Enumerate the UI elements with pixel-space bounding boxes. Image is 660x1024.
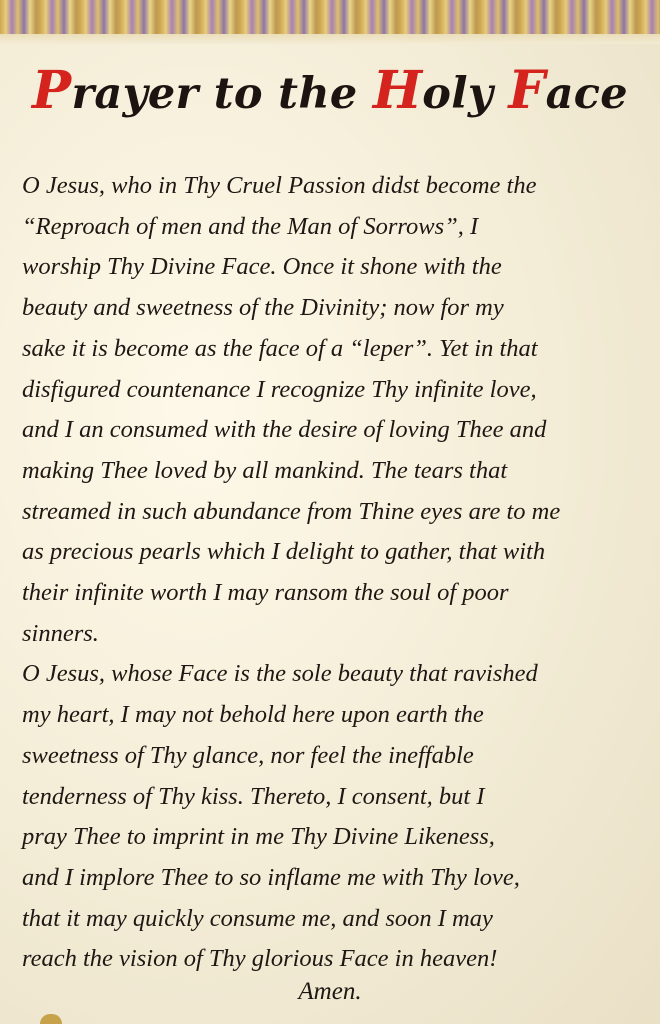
prayer-line: worship Thy Divine Face. Once it shone with the xyxy=(22,253,502,281)
prayer-line: and I an consumed with the desire of loving Thee and xyxy=(22,416,547,444)
prayer-line: sweetness of Thy glance, nor feel the ineffable xyxy=(22,741,474,769)
prayer-line: their infinite worth I may ransom the soul of poor xyxy=(22,579,509,607)
title-segment: ace xyxy=(545,69,628,119)
prayer-line: that it may quickly consume me, and soon I may xyxy=(22,904,493,932)
title-segment: rayer to the xyxy=(71,69,373,119)
prayer-line: reach the vision of Thy glorious Face in heaven! xyxy=(22,945,498,973)
prayer-line: O Jesus, who in Thy Cruel Passion didst become the xyxy=(22,172,537,199)
amen-closing: Amen. xyxy=(298,978,362,1005)
page-title xyxy=(0,60,660,121)
prayer-line: sake it is become as the face of a “leper”. Yet in that xyxy=(22,334,538,362)
prayer-line: my heart, I may not behold here upon earth the xyxy=(22,701,484,729)
prayer-line: O Jesus, whose Face is the sole beauty that ravished xyxy=(22,660,538,688)
prayer-line: sinners. xyxy=(22,619,99,647)
prayer-line: making Thee loved by all mankind. The tears that xyxy=(22,456,508,484)
title-capital-p: P xyxy=(32,60,72,121)
ornament-corner xyxy=(40,1014,62,1024)
prayer-line: disfigured countenance I recognize Thy infinite love, xyxy=(22,375,537,403)
prayer-line: pray Thee to imprint in me Thy Divine Likeness, xyxy=(22,823,495,851)
prayer-text xyxy=(22,166,647,980)
prayer-line: as precious pearls which I delight to gather, that with xyxy=(22,538,546,566)
title-capital-h: H xyxy=(372,60,423,121)
prayer-line: streamed in such abundance from Thine eyes are to me xyxy=(22,497,561,525)
prayer-line: and I implore Thee to so inflame me with Thy love, xyxy=(22,863,520,891)
title-capital-f: F xyxy=(508,60,546,121)
prayer-line: “Reproach of men and the Man of Sorrows”, I xyxy=(22,212,479,240)
prayer-line: tenderness of Thy kiss. Thereto, I consent, but I xyxy=(22,782,485,810)
ornamental-border xyxy=(0,0,660,44)
title-segment: oly xyxy=(422,69,509,119)
prayer-line: beauty and sweetness of the Divinity; now for my xyxy=(22,294,504,322)
